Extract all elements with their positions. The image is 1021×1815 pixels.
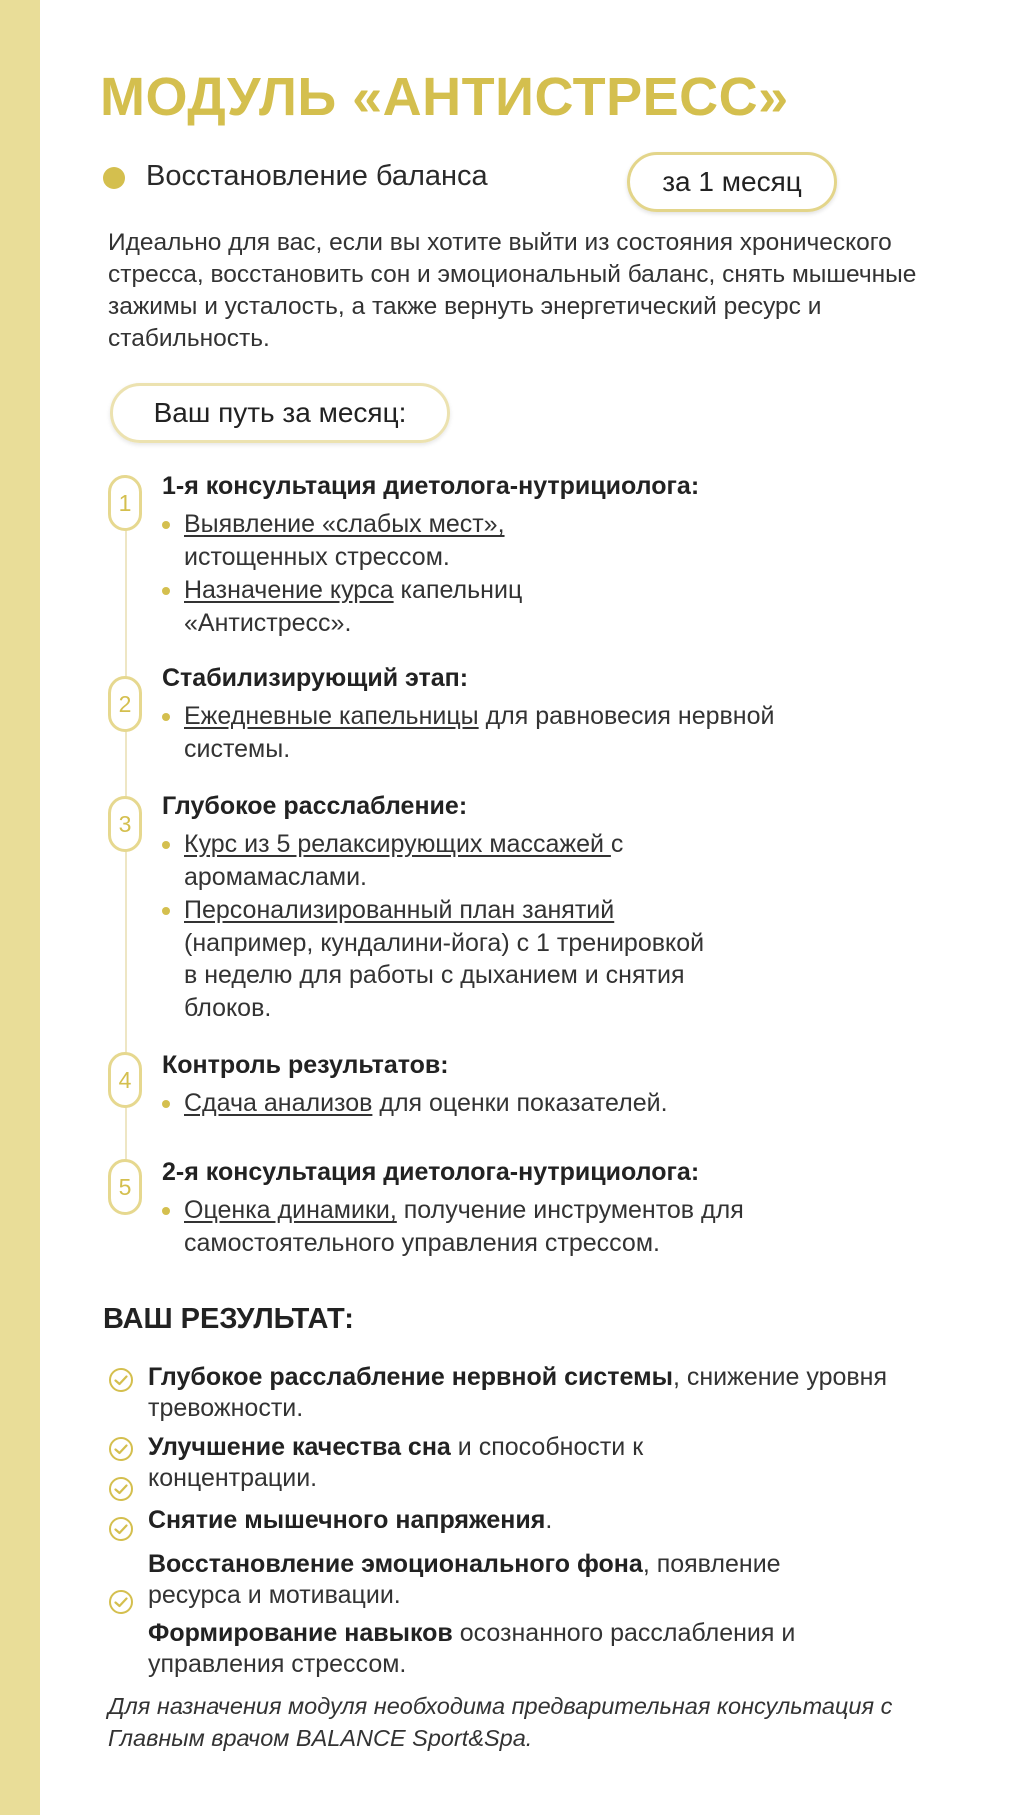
bullet-dot-icon <box>162 521 170 529</box>
intro-text: Идеально для вас, если вы хотите выйти из состояния хронического стресса, восстановить сон и эмоциональный баланс, снять мышечные зажимы и усталость, а также вернуть энергетический ресурс и стабильность. <box>108 229 917 352</box>
step-items <box>162 1087 882 1121</box>
step-items <box>162 700 782 766</box>
step-number-badge: 5 <box>108 1159 142 1215</box>
bullet-dot-icon <box>162 587 170 595</box>
check-circle-icon <box>108 1516 134 1542</box>
step-title: Стабилизирующий этап: <box>162 664 469 692</box>
footnote: Для назначения модуля необходима предварительная консультация с Главным врачом BALANCE Sport&Spa. <box>108 1693 893 1751</box>
step-item: Выявление «слабых мест», истощенных стрессом. <box>162 508 542 573</box>
page-title: МОДУЛЬ «АНТИСТРЕСС» <box>100 67 789 127</box>
step-item: Ежедневные капельницы для равновесия нервной системы. <box>162 700 782 765</box>
check-circle-icon <box>108 1476 134 1502</box>
step-title: Контроль результатов: <box>162 1051 449 1079</box>
step-number-badge: 2 <box>108 676 142 732</box>
bullet-dot-icon <box>162 713 170 721</box>
step-item: Персонализированный план занятий (например, кундалини-йога) с 1 тренировкой в неделю для работы с дыханием и снятия блоков. <box>162 894 722 1024</box>
step-item: Сдача анализов для оценки показателей. <box>162 1087 882 1120</box>
step-item: Назначение курса капельниц «Антистресс». <box>162 574 582 639</box>
result-item: Формирование навыков осознанного расслабления и управления стрессом. <box>148 1619 796 1678</box>
step-title: Глубокое расслабление: <box>162 792 468 820</box>
bullet-dot-icon <box>162 841 170 849</box>
path-label-badge: Ваш путь за месяц: <box>110 383 450 443</box>
step-title: 2-я консультация диетолога-нутрициолога: <box>162 1158 700 1186</box>
step-item: Оценка динамики, получение инструментов для самостоятельного управления стрессом. <box>162 1194 842 1259</box>
step-items <box>162 828 742 1025</box>
subtitle: Восстановление баланса <box>146 160 488 192</box>
result-item: Восстановление эмоционального фона, появление ресурса и мотивации. <box>148 1550 781 1609</box>
step-number-badge: 1 <box>108 475 142 531</box>
duration-badge: за 1 месяц <box>627 152 837 212</box>
result-heading: ВАШ РЕЗУЛЬТАТ: <box>103 1303 354 1335</box>
dot-icon <box>103 167 125 189</box>
check-circle-icon <box>108 1367 134 1393</box>
step-number-badge: 3 <box>108 796 142 852</box>
bullet-dot-icon <box>162 1207 170 1215</box>
bullet-dot-icon <box>162 1100 170 1108</box>
step-title: 1-я консультация диетолога-нутрициолога: <box>162 472 700 500</box>
side-stripe <box>0 0 40 1815</box>
step-number-badge: 4 <box>108 1052 142 1108</box>
step-items <box>162 508 582 640</box>
step-item: Курс из 5 релаксирующих массажей с аромамаслами. <box>162 828 742 893</box>
result-item: Улучшение качества сна и способности к концентрации. <box>148 1433 644 1492</box>
result-item: Глубокое расслабление нервной системы, снижение уровня тревожности. <box>148 1363 887 1422</box>
check-circle-icon <box>108 1589 134 1615</box>
check-circle-icon <box>108 1436 134 1462</box>
bullet-dot-icon <box>162 907 170 915</box>
result-item: Снятие мышечного напряжения. <box>148 1506 553 1534</box>
subtitle-row <box>100 152 940 208</box>
step-items <box>162 1194 842 1260</box>
